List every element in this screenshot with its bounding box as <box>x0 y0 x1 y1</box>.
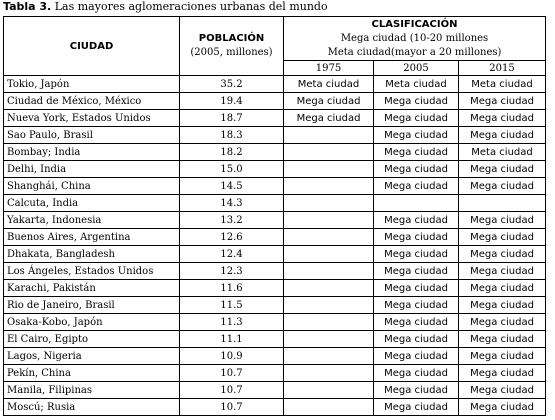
cities-table <box>3 16 546 416</box>
header-ciudad: CIUDAD <box>4 17 180 76</box>
table-row <box>4 280 546 297</box>
table-row <box>4 93 546 110</box>
cell-population: 19.4 <box>180 93 284 110</box>
cell-city: Ciudad de México, México <box>4 93 180 110</box>
cell-class-2015: Mega ciudad <box>459 263 546 280</box>
table-row <box>4 382 546 399</box>
cell-class-2005: Mega ciudad <box>374 212 459 229</box>
cell-class-2005: Mega ciudad <box>374 246 459 263</box>
cell-class-1975 <box>284 382 374 399</box>
cell-class-2015: Mega ciudad <box>459 382 546 399</box>
cell-population: 18.7 <box>180 110 284 127</box>
cell-class-1975 <box>284 246 374 263</box>
cell-population: 11.5 <box>180 297 284 314</box>
cell-population: 11.6 <box>180 280 284 297</box>
cell-class-1975 <box>284 178 374 195</box>
cell-class-2015: Mega ciudad <box>459 178 546 195</box>
header-clasificacion-title: CLASIFICACIÓN <box>371 19 458 30</box>
header-clasificacion <box>284 17 546 61</box>
table-caption <box>3 0 545 16</box>
cell-class-2005: Mega ciudad <box>374 314 459 331</box>
cell-class-2015: Meta ciudad <box>459 76 546 93</box>
cell-population: 18.2 <box>180 144 284 161</box>
cell-population: 10.7 <box>180 399 284 416</box>
cell-class-1975: Mega ciudad <box>284 110 374 127</box>
cell-population: 12.4 <box>180 246 284 263</box>
cell-population: 11.3 <box>180 314 284 331</box>
header-year-2015: 2015 <box>459 61 546 76</box>
cell-population: 35.2 <box>180 76 284 93</box>
cell-class-2005: Mega ciudad <box>374 365 459 382</box>
table-row <box>4 178 546 195</box>
table-row <box>4 76 546 93</box>
header-poblacion-sub: (2005, millones) <box>190 47 273 58</box>
cell-city: Lagos, Nigeria <box>4 348 180 365</box>
cell-class-1975 <box>284 212 374 229</box>
table-row <box>4 246 546 263</box>
cell-class-2005: Mega ciudad <box>374 178 459 195</box>
cell-city: Rio de Janeiro, Brasil <box>4 297 180 314</box>
cell-class-2015: Mega ciudad <box>459 314 546 331</box>
cell-class-2005: Mega ciudad <box>374 93 459 110</box>
cell-class-1975 <box>284 127 374 144</box>
cell-class-1975 <box>284 229 374 246</box>
cell-city: Delhi, India <box>4 161 180 178</box>
header-year-2005: 2005 <box>374 61 459 76</box>
table-row <box>4 212 546 229</box>
cell-city: Karachi, Pakistán <box>4 280 180 297</box>
cell-population: 10.7 <box>180 382 284 399</box>
table-row <box>4 229 546 246</box>
cell-class-2005: Mega ciudad <box>374 263 459 280</box>
table-row <box>4 297 546 314</box>
cell-class-1975 <box>284 297 374 314</box>
cell-population: 10.7 <box>180 365 284 382</box>
cell-class-1975: Mega ciudad <box>284 93 374 110</box>
cell-class-1975 <box>284 365 374 382</box>
table-row <box>4 161 546 178</box>
cell-city: Nueva York, Estados Unidos <box>4 110 180 127</box>
cell-city: Buenos Aires, Argentina <box>4 229 180 246</box>
cell-class-2015: Mega ciudad <box>459 280 546 297</box>
cell-class-2005: Mega ciudad <box>374 161 459 178</box>
cell-class-2005: Mega ciudad <box>374 297 459 314</box>
header-clasificacion-sub2: Meta ciudad(mayor a 20 millones) <box>327 47 502 58</box>
table-row <box>4 144 546 161</box>
cell-class-2005 <box>374 195 459 212</box>
cell-class-2015: Mega ciudad <box>459 229 546 246</box>
cell-class-2005: Mega ciudad <box>374 127 459 144</box>
cell-class-2005: Mega ciudad <box>374 331 459 348</box>
cell-class-2005: Mega ciudad <box>374 110 459 127</box>
cell-city: Bombay; India <box>4 144 180 161</box>
table-row <box>4 110 546 127</box>
cell-class-2015: Mega ciudad <box>459 212 546 229</box>
document-page <box>3 0 545 416</box>
header-poblacion <box>180 17 284 76</box>
cell-class-2015: Mega ciudad <box>459 331 546 348</box>
cell-class-2015: Mega ciudad <box>459 93 546 110</box>
table-row <box>4 127 546 144</box>
cell-population: 14.5 <box>180 178 284 195</box>
cell-population: 12.6 <box>180 229 284 246</box>
cell-class-1975 <box>284 331 374 348</box>
table-row <box>4 314 546 331</box>
cell-class-2015: Mega ciudad <box>459 161 546 178</box>
cell-class-1975 <box>284 348 374 365</box>
cell-city: Manila, Filipinas <box>4 382 180 399</box>
cell-class-2015: Mega ciudad <box>459 127 546 144</box>
cell-class-2015: Mega ciudad <box>459 246 546 263</box>
header-clasificacion-sub1: Mega ciudad (10-20 millones <box>340 33 489 44</box>
cell-class-2005: Meta ciudad <box>374 76 459 93</box>
cell-class-1975 <box>284 144 374 161</box>
table-row <box>4 348 546 365</box>
cell-population: 12.3 <box>180 263 284 280</box>
cell-population: 10.9 <box>180 348 284 365</box>
cell-class-2015: Mega ciudad <box>459 399 546 416</box>
cell-class-1975 <box>284 399 374 416</box>
cell-city: El Cairo, Egipto <box>4 331 180 348</box>
cell-class-2015: Mega ciudad <box>459 110 546 127</box>
cell-class-1975 <box>284 280 374 297</box>
header-poblacion-title: POBLACIÓN <box>198 33 265 44</box>
table-row <box>4 365 546 382</box>
cell-class-2005: Mega ciudad <box>374 280 459 297</box>
table-body <box>4 76 546 416</box>
table-row <box>4 399 546 416</box>
cell-class-1975 <box>284 314 374 331</box>
cell-population: 14.3 <box>180 195 284 212</box>
cell-city: Osaka-Kobo, Japón <box>4 314 180 331</box>
cell-class-2005: Mega ciudad <box>374 144 459 161</box>
cell-city: Pekín, China <box>4 365 180 382</box>
cell-city: Calcuta, India <box>4 195 180 212</box>
cell-class-2005: Mega ciudad <box>374 399 459 416</box>
table-caption-label: Tabla 3. <box>3 0 52 13</box>
cell-class-1975 <box>284 195 374 212</box>
cell-population: 13.2 <box>180 212 284 229</box>
cell-class-1975: Meta ciudad <box>284 76 374 93</box>
cell-class-1975 <box>284 161 374 178</box>
table-row <box>4 331 546 348</box>
cell-class-2015: Mega ciudad <box>459 297 546 314</box>
table-row <box>4 195 546 212</box>
cell-city: Los Ángeles, Estados Unidos <box>4 263 180 280</box>
cell-class-2005: Mega ciudad <box>374 229 459 246</box>
table-caption-text: Las mayores aglomeraciones urbanas del mundo <box>54 0 328 13</box>
cell-city: Dhakata, Bangladesh <box>4 246 180 263</box>
cell-city: Shanghái, China <box>4 178 180 195</box>
cell-class-2015: Mega ciudad <box>459 348 546 365</box>
cell-class-2015: Mega ciudad <box>459 365 546 382</box>
cell-city: Moscú; Rusia <box>4 399 180 416</box>
cell-population: 11.1 <box>180 331 284 348</box>
cell-class-1975 <box>284 263 374 280</box>
table-row <box>4 263 546 280</box>
cell-class-2005: Mega ciudad <box>374 348 459 365</box>
cell-city: Sao Paulo, Brasil <box>4 127 180 144</box>
cell-class-2005: Mega ciudad <box>374 382 459 399</box>
cell-population: 18.3 <box>180 127 284 144</box>
cell-class-2015 <box>459 195 546 212</box>
header-year-1975: 1975 <box>284 61 374 76</box>
cell-city: Yakarta, Indonesia <box>4 212 180 229</box>
cell-city: Tokio, Japón <box>4 76 180 93</box>
cell-class-2015: Meta ciudad <box>459 144 546 161</box>
cell-population: 15.0 <box>180 161 284 178</box>
